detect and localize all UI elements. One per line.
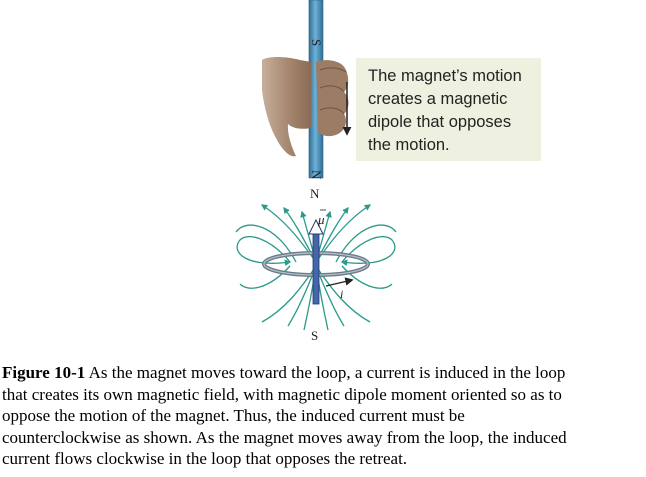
current-label: i [340, 287, 344, 301]
caption-text: As the magnet moves toward the loop, a current is induced in the loop [85, 363, 566, 382]
current-arrow [326, 280, 352, 286]
field-top-pole-label: N [310, 186, 320, 201]
hand-illustration [262, 57, 349, 156]
figure-caption [2, 362, 642, 470]
callout-line: dipole that opposes [368, 113, 512, 131]
callout-line: The magnet’s motion [368, 67, 522, 85]
callout-line: the motion. [368, 136, 450, 154]
caption-line: counterclockwise as shown. As the magnet moves away from the loop, the induced [2, 427, 567, 447]
field-bottom-pole-label: S [311, 328, 319, 343]
caption-label: Figure 10-1 [2, 363, 86, 382]
dipole-label: μ [318, 212, 325, 227]
callout-box [356, 58, 541, 161]
caption-line: current flows clockwise in the loop that opposes the retreat. [2, 449, 408, 468]
magnet-bottom-pole-label: N [309, 170, 324, 180]
caption-line: that creates its own magnetic field, with magnetic dipole moment oriented so as to [2, 384, 562, 404]
callout-line: creates a magnetic [368, 90, 508, 108]
caption-line [2, 362, 642, 384]
caption-line: oppose the motion of the magnet. Thus, the induced current must be [2, 406, 465, 425]
magnet-top-pole-label: S [309, 39, 324, 47]
